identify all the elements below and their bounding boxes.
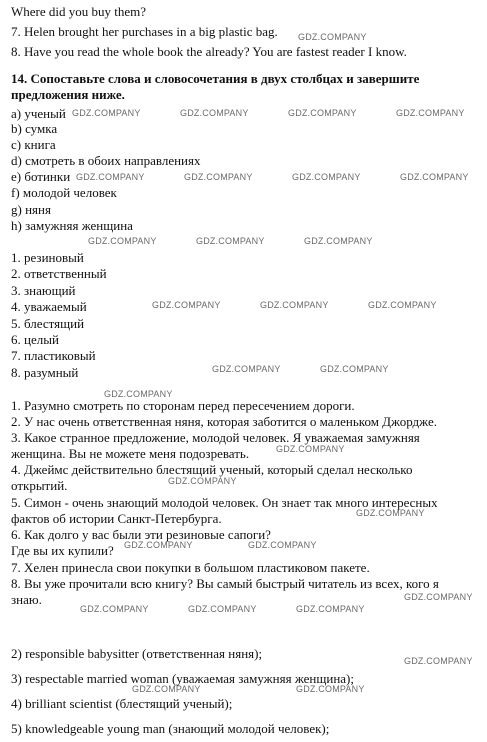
sentence-line: 6. Как долго у вас были эти резиновые сапоги? — [11, 527, 271, 542]
watermark: GDZ.COMPANY — [104, 389, 173, 399]
watermark: GDZ.COMPANY — [80, 604, 149, 614]
right-column-item: 7. пластиковый — [11, 348, 96, 363]
watermark: GDZ.COMPANY — [76, 172, 145, 182]
right-column-item: 1. резиновый — [11, 250, 84, 265]
watermark: GDZ.COMPANY — [404, 656, 473, 666]
watermark: GDZ.COMPANY — [184, 172, 253, 182]
sentence-line: 4. Джеймс действительно блестящий ученый, который сделал несколько — [11, 462, 413, 477]
watermark: GDZ.COMPANY — [124, 540, 193, 550]
task-heading: 14. Сопоставьте слова и словосочетания в двух столбцах и завершите — [11, 71, 420, 86]
sentence-line: открытий. — [11, 478, 68, 493]
left-column-item: d) смотреть в обоих направлениях — [11, 153, 201, 168]
watermark: GDZ.COMPANY — [288, 108, 357, 118]
right-column-item: 5. блестящий — [11, 316, 85, 331]
left-column-item: h) замужняя женщина — [11, 218, 133, 233]
watermark: GDZ.COMPANY — [248, 540, 317, 550]
watermark: GDZ.COMPANY — [196, 236, 265, 246]
watermark: GDZ.COMPANY — [404, 592, 473, 602]
sentence-line: знаю. — [11, 592, 42, 607]
sentence-line: 3. Какое странное предложение, молодой человек. Я уважаемая замужняя — [11, 430, 420, 445]
answer-line: 4) brilliant scientist (блестящий ученый); — [11, 696, 233, 711]
left-column-item: e) ботинки — [11, 169, 71, 184]
watermark: GDZ.COMPANY — [400, 172, 469, 182]
answer-line: 5) knowledgeable young man (знающий молодой человек); — [11, 721, 330, 736]
right-column-item: 4. уважаемый — [11, 299, 87, 314]
sentence-line: фактов об истории Санкт-Петербурга. — [11, 511, 222, 526]
left-column-item: a) ученый — [11, 106, 66, 121]
watermark: GDZ.COMPANY — [180, 108, 249, 118]
watermark: GDZ.COMPANY — [132, 684, 201, 694]
watermark: GDZ.COMPANY — [260, 300, 329, 310]
watermark: GDZ.COMPANY — [72, 108, 141, 118]
text-line: 8. Have you read the whole book the already? You are fastest reader I know. — [11, 44, 407, 59]
sentence-line: 2. У нас очень ответственная няня, которая заботится о маленьком Джордже. — [11, 414, 437, 429]
right-column-item: 8. разумный — [11, 365, 79, 380]
sentence-line: Где вы их купили? — [11, 543, 114, 558]
sentence-line: 1. Разумно смотреть по сторонам перед пересечением дороги. — [11, 398, 355, 413]
left-column-item: f) молодой человек — [11, 185, 117, 200]
right-column-item: 3. знающий — [11, 283, 76, 298]
sentence-line: женщина. Вы не можете меня подозревать. — [11, 446, 250, 461]
right-column-item: 2. ответственный — [11, 266, 107, 281]
watermark: GDZ.COMPANY — [152, 300, 221, 310]
watermark: GDZ.COMPANY — [368, 300, 437, 310]
sentence-line: 5. Симон - очень знающий молодой человек. Он знает так много интересных — [11, 495, 438, 510]
watermark: GDZ.COMPANY — [304, 236, 373, 246]
watermark: GDZ.COMPANY — [292, 172, 361, 182]
watermark: GDZ.COMPANY — [168, 476, 237, 486]
watermark: GDZ.COMPANY — [188, 604, 257, 614]
watermark: GDZ.COMPANY — [356, 508, 425, 518]
watermark: GDZ.COMPANY — [298, 32, 367, 42]
watermark: GDZ.COMPANY — [212, 364, 281, 374]
sentence-line: 7. Хелен принесла свои покупки в большом пластиковом пакете. — [11, 560, 370, 575]
left-column-item: g) няня — [11, 202, 51, 217]
watermark: GDZ.COMPANY — [396, 108, 465, 118]
watermark: GDZ.COMPANY — [296, 684, 365, 694]
text-line: 7. Helen brought her purchases in a big plastic bag. — [11, 24, 278, 39]
answer-line: 2) responsible babysitter (ответственная няня); — [11, 646, 263, 661]
sentence-line: 8. Вы уже прочитали всю книгу? Вы самый быстрый читатель из всех, кого я — [11, 576, 439, 591]
right-column-item: 6. целый — [11, 332, 59, 347]
text-line: Where did you buy them? — [11, 4, 147, 19]
watermark: GDZ.COMPANY — [296, 604, 365, 614]
task-heading: предложения ниже. — [11, 87, 125, 102]
left-column-item: c) книга — [11, 137, 56, 152]
watermark: GDZ.COMPANY — [320, 364, 389, 374]
watermark: GDZ.COMPANY — [276, 444, 345, 454]
left-column-item: b) сумка — [11, 121, 58, 136]
answer-line: 3) respectable married woman (уважаемая замужняя женщина); — [11, 671, 354, 686]
watermark: GDZ.COMPANY — [88, 236, 157, 246]
